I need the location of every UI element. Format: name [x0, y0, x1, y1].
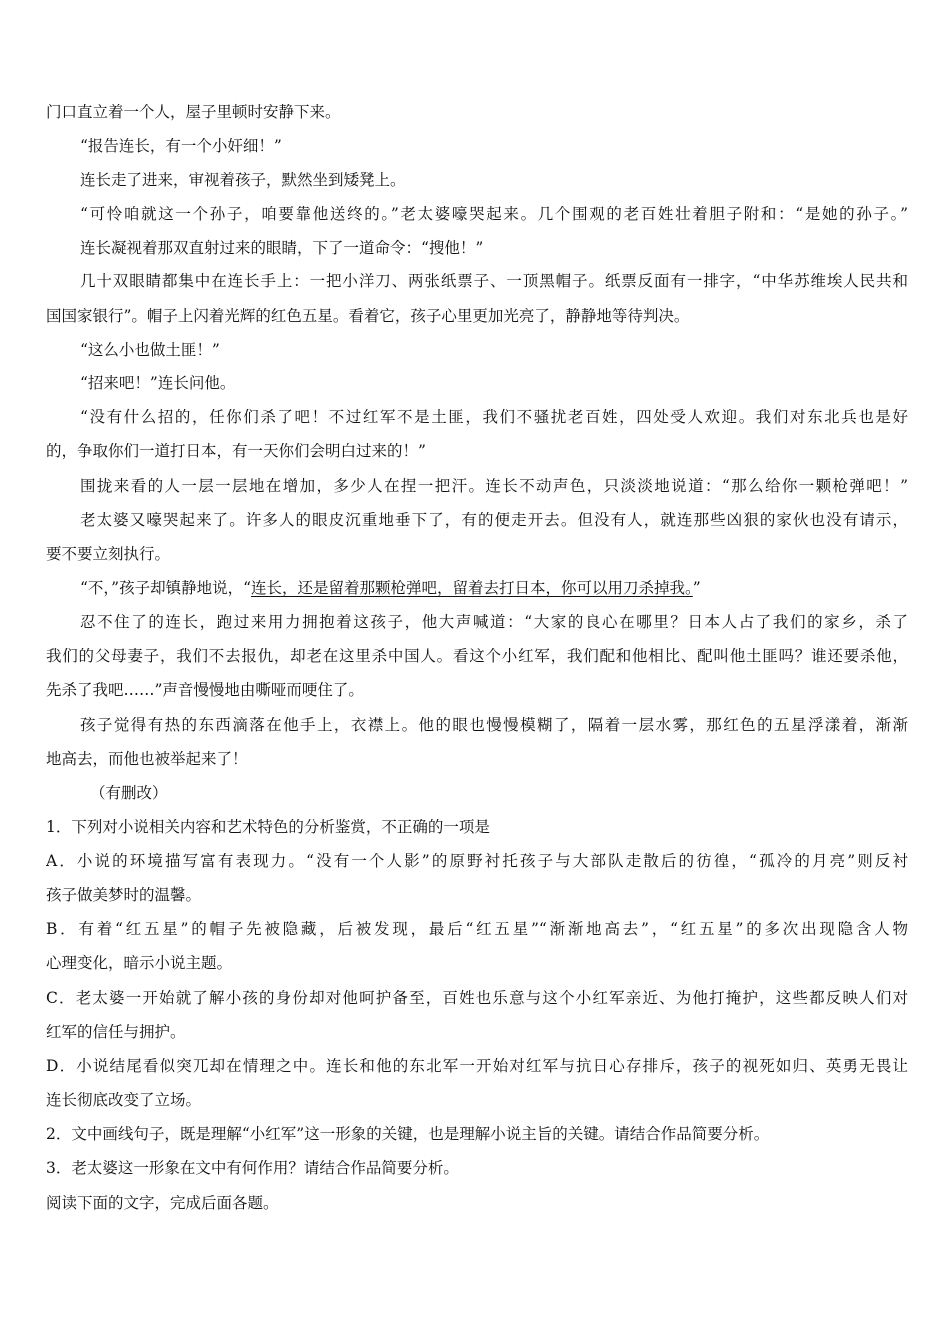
question-2: 2．文中画线句子，既是理解“小红军”这一形象的关键，也是理解小说主旨的关键。请结合作品简要分析。: [46, 1125, 770, 1143]
option-c: C．老太婆一开始就了解小孩的身份却对他呵护备至，百姓也乐意与这个小红军亲近、为他打掩护，这些都反映人们对: [46, 989, 908, 1007]
paragraph-line: 老太婆又嚎哭起来了。许多人的眼皮沉重地垂下了，有的便走开去。但没有人，就连那些凶狠的家伙也没有请示，: [80, 511, 908, 529]
paragraph-line: 国国家银行”。帽子上闪着光辉的红色五星。看着它，孩子心里更加光亮了，静静地等待判决。: [46, 307, 690, 325]
paragraph-line: 我们的父母妻子，我们不去报仇，却老在这里杀中国人。看这个小红军，我们配和他相比、配叫他土匪吗？谁还要杀他，: [46, 647, 908, 665]
paragraph-line: “没有什么招的，任你们杀了吧！不过红军不是土匪，我们不骚扰老百姓，四处受人欢迎。我们对东北兵也是好: [80, 408, 908, 426]
dialogue-close: ”: [692, 579, 701, 597]
paragraph-line: 先杀了我吧……”声音慢慢地由嘶哑而哽住了。: [46, 681, 364, 699]
paragraph-line: “报告连长，有一个小奸细！”: [80, 137, 282, 155]
dialogue-lead: “不，”孩子却镇静地说，“: [80, 579, 252, 597]
option-b: B．有着“红五星”的帽子先被隐藏，后被发现，最后“红五星”“渐渐地高去”，“红五星”的多次出现隐含人物: [46, 920, 908, 938]
paragraph-line: 连长凝视着那双直射过来的眼睛，下了一道命令：“搜他！”: [80, 239, 484, 257]
paragraph-line: 连长走了进来，审视着孩子，默然坐到矮凳上。: [80, 171, 406, 189]
paragraph-line: “可怜咱就这一个孙子，咱要靠他送终的。”老太婆嚎哭起来。几个围观的老百姓壮着胆子附和：“是她的孙子。”: [80, 205, 908, 223]
option-a-cont: 孩子做美梦时的温馨。: [46, 886, 202, 904]
paragraph-line: 忍不住了的连长，跑过来用力拥抱着这孩子，他大声喊道：“大家的良心在哪里？日本人占了我们的家乡，杀了: [80, 613, 908, 631]
paragraph-line: 孩子觉得有热的东西滴落在他手上，衣襟上。他的眼也慢慢模糊了，隔着一层水雾，那红色的五星浮漾着，渐渐: [80, 716, 908, 734]
option-c-cont: 红军的信任与拥护。: [46, 1023, 186, 1041]
question-1: 1．下列对小说相关内容和艺术特色的分析鉴赏，不正确的一项是: [46, 818, 490, 836]
source-note: （有删改）: [90, 784, 168, 802]
paragraph-line: 门口直立着一个人，屋子里顿时安静下来。: [46, 103, 341, 121]
paragraph-line: [80, 578, 908, 598]
option-a: A．小说的环境描写富有表现力。“没有一个人影”的原野衬托孩子与大部队走散后的彷徨，“孤冷的月亮”则反衬: [46, 852, 908, 870]
paragraph-line: 要不要立刻执行。: [46, 545, 171, 563]
question-3: 3．老太婆这一形象在文中有何作用？请结合作品简要分析。: [46, 1159, 459, 1177]
paragraph-line: 地高去，而他也被举起来了！: [46, 750, 248, 768]
underlined-sentence: 连长，还是留着那颗枪弹吧，留着去打日本，你可以用刀杀掉我。: [251, 579, 693, 597]
paragraph-line: 围拢来看的人一层一层地在增加，多少人在捏一把汗。连长不动声色，只淡淡地说道：“那么给你一颗枪弹吧！”: [80, 477, 908, 495]
paragraph-line: “这么小也做土匪！”: [80, 341, 220, 359]
option-d-cont: 连长彻底改变了立场。: [46, 1091, 202, 1109]
paragraph-line: 的，争取你们一道打日本，有一天你们会明白过来的！”: [46, 442, 426, 460]
option-d: D．小说结尾看似突兀却在情理之中。连长和他的东北军一开始对红军与抗日心存排斥，孩子的视死如归、英勇无畏让: [46, 1057, 908, 1075]
reading-instruction: 阅读下面的文字，完成后面各题。: [46, 1194, 279, 1212]
paragraph-line: 几十双眼睛都集中在连长手上：一把小洋刀、两张纸票子、一顶黑帽子。纸票反面有一排字，“中华苏维埃人民共和: [80, 272, 908, 290]
paragraph-line: “招来吧！”连长问他。: [80, 374, 236, 392]
option-b-cont: 心理变化，暗示小说主题。: [46, 954, 233, 972]
